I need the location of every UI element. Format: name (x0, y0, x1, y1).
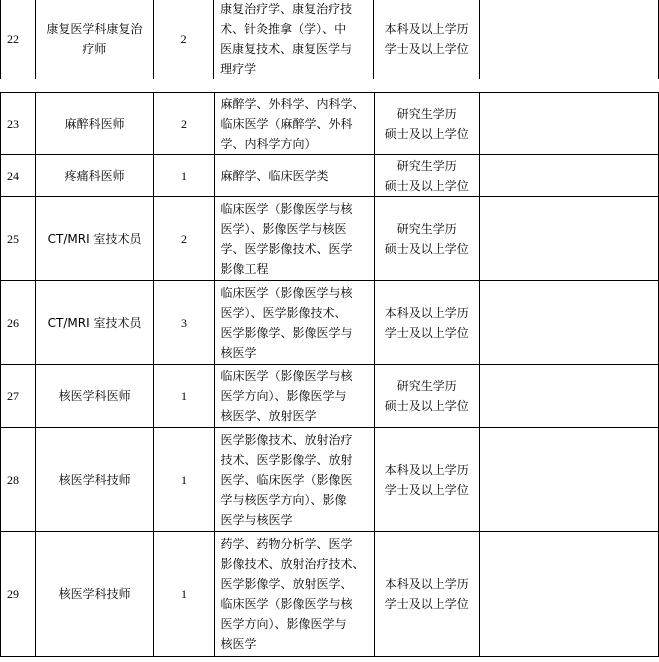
cell-line: CT/MRI 室技术员 (47, 231, 142, 246)
cell-line: 医学、临床医学（影像医 (220, 472, 353, 487)
cell-line: 医学）、医学影像技术、 (220, 305, 347, 320)
row-number: 26 (1, 281, 36, 365)
cell-line: 硕士及以上学位 (384, 178, 469, 193)
post-name (35, 155, 154, 197)
cell-line: 学士及以上学位 (384, 482, 469, 497)
major-requirement (214, 93, 374, 155)
major-requirement (214, 428, 374, 532)
education-requirement (374, 365, 479, 428)
major-requirement (214, 365, 374, 428)
cell-line: 医学方向）、影像医学与 (220, 389, 347, 403)
table-row (1, 93, 659, 155)
education-requirement (374, 197, 479, 281)
cell-line: 核医学 (220, 345, 257, 360)
post-name (35, 93, 154, 155)
cell-line: 术、针灸推拿（学）、中 (220, 21, 347, 36)
row-number: 28 (1, 428, 36, 532)
major-requirement (214, 281, 374, 365)
headcount: 2 (154, 197, 214, 281)
cell-line: 影像技术、放射治疗技术、 (220, 557, 365, 571)
cell-line: 核医学科技师 (58, 587, 131, 601)
table-row (1, 365, 659, 428)
recruitment-table-top (0, 0, 659, 81)
cell-line: 研究生学历 (396, 379, 457, 393)
cell-line: 临床医学（麻醉学、外科 (220, 116, 353, 131)
cell-line: 学士及以上学位 (384, 597, 469, 611)
headcount: 2 (154, 0, 214, 81)
table-row (1, 0, 659, 81)
education-requirement (374, 281, 479, 365)
cell-line: 研究生学历 (396, 221, 457, 236)
cell-line: 康复医学科康复治 (46, 21, 143, 36)
cell-line: 疼痛科医师 (64, 168, 125, 183)
table-row (1, 155, 659, 197)
cell-line: 医学影像技术、放射治疗 (220, 432, 353, 447)
post-name (35, 0, 153, 81)
cell-line: 医康复技术、康复医学与 (220, 41, 353, 56)
row-number: 24 (1, 155, 36, 197)
major-requirement (214, 197, 374, 281)
cell-line: 医学）、影像医学与核医 (220, 221, 347, 236)
cell-line: 医学影像学、影像医学与 (220, 325, 353, 340)
post-name (35, 428, 154, 532)
cell-line: 理疗学 (220, 61, 257, 76)
cell-line: 学士及以上学位 (384, 41, 469, 56)
cell-line: 本科及以上学历 (384, 577, 469, 591)
cell-line: 医学与核医学 (220, 512, 293, 527)
post-name (35, 532, 154, 657)
cell-line: 医学方向）、影像医学与 (220, 617, 347, 631)
headcount: 2 (154, 93, 214, 155)
cell-line: 医学影像学、放射医学、 (220, 577, 353, 591)
table-row (1, 281, 659, 365)
cell-line: 本科及以上学历 (384, 462, 469, 477)
other-requirement (479, 0, 658, 81)
post-name (35, 197, 154, 281)
major-requirement (214, 532, 374, 657)
other-requirement (479, 532, 658, 657)
cell-line: 本科及以上学历 (384, 21, 469, 36)
cell-line: CT/MRI 室技术员 (47, 315, 142, 330)
post-name (35, 281, 154, 365)
headcount: 1 (154, 428, 214, 532)
row-number: 27 (1, 365, 36, 428)
other-requirement (479, 155, 658, 197)
other-requirement (479, 281, 658, 365)
major-requirement (214, 155, 374, 197)
cell-line: 麻醉科医师 (64, 116, 125, 131)
row-number: 29 (1, 532, 36, 657)
cell-line: 影像工程 (220, 261, 269, 276)
row-number: 23 (1, 93, 36, 155)
education-requirement (374, 428, 479, 532)
cell-line: 核医学科技师 (58, 472, 131, 487)
cell-line: 康复治疗学、康复治疗技 (220, 1, 353, 16)
headcount: 3 (154, 281, 214, 365)
table-row (1, 532, 659, 657)
education-requirement (374, 0, 479, 81)
major-requirement (214, 0, 374, 81)
cell-line: 学与核医学方向）、影像 (220, 492, 347, 507)
cell-line: 技术、医学影像学、放射 (220, 452, 353, 467)
cell-line: 学士及以上学位 (384, 325, 469, 340)
table-row (1, 428, 659, 532)
cell-line: 硕士及以上学位 (384, 126, 469, 141)
cell-line: 研究生学历 (396, 158, 457, 173)
other-requirement (479, 428, 658, 532)
education-requirement (374, 93, 479, 155)
headcount: 1 (154, 365, 214, 428)
cell-line: 临床医学（影像医学与核 (220, 369, 353, 383)
page-break-gap (0, 79, 659, 92)
cell-line: 疗师 (82, 41, 107, 56)
cell-line: 临床医学（影像医学与核 (220, 201, 353, 216)
cell-line: 临床医学（影像医学与核 (220, 597, 353, 611)
other-requirement (479, 93, 658, 155)
cell-line: 核医学科医师 (58, 389, 131, 403)
row-number: 25 (1, 197, 36, 281)
cell-line: 学、内科学方向） (220, 136, 317, 151)
cell-line: 硕士及以上学位 (384, 399, 469, 413)
cell-line: 临床医学（影像医学与核 (220, 285, 353, 300)
education-requirement (374, 155, 479, 197)
headcount: 1 (154, 155, 214, 197)
row-number: 22 (1, 0, 36, 81)
table-row (1, 197, 659, 281)
cell-line: 药学、药物分析学、医学 (220, 537, 353, 551)
cell-line: 麻醉学、外科学、内科学、 (220, 96, 365, 111)
cell-line: 学、医学影像技术、医学 (220, 241, 353, 256)
cell-line: 本科及以上学历 (384, 305, 469, 320)
cell-line: 核医学、放射医学 (220, 409, 317, 423)
cell-line: 硕士及以上学位 (384, 241, 469, 256)
cell-line: 麻醉学、临床医学类 (220, 168, 329, 183)
cell-line: 核医学 (220, 637, 257, 651)
post-name (35, 365, 154, 428)
other-requirement (479, 197, 658, 281)
headcount: 1 (154, 532, 214, 657)
cell-line: 研究生学历 (396, 106, 457, 121)
education-requirement (374, 532, 479, 657)
other-requirement (479, 365, 658, 428)
recruitment-table (0, 92, 659, 657)
